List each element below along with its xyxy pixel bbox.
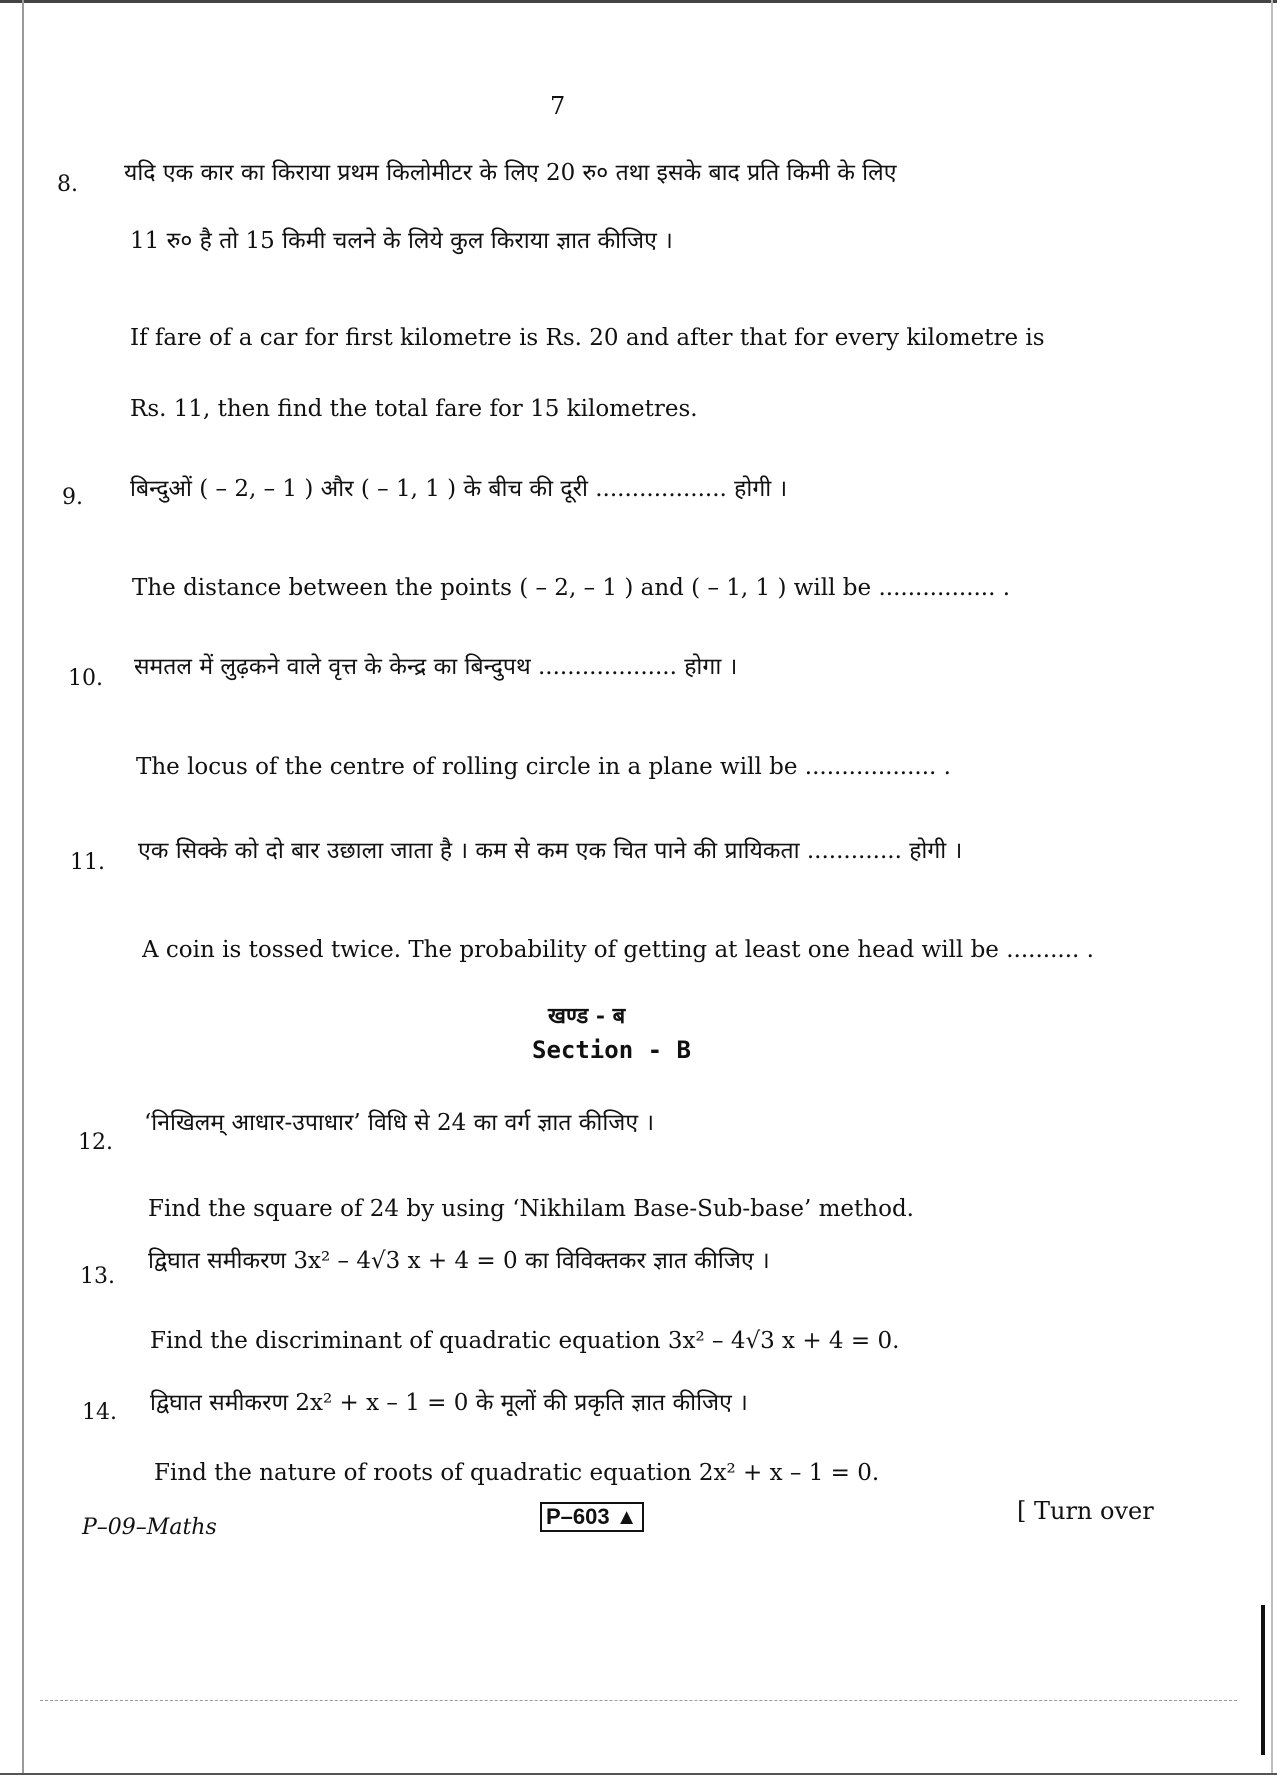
question-hindi: समतल में लुढ़कने वाले वृत्त के केन्द्र का बिन्दुपथ ................... होगा । <box>134 654 738 680</box>
turn-over-note: [ Turn over <box>1017 1497 1154 1525</box>
question-english: If fare of a car for first kilometre is Rs. 20 and after that for every kilometre is <box>130 325 1045 351</box>
question-english: Rs. 11, then find the total fare for 15 kilometres. <box>130 396 698 422</box>
question-hindi: द्विघात समीकरण 2x² + x – 1 = 0 के मूलों की प्रकृति ज्ञात कीजिए । <box>150 1390 748 1416</box>
question-english: Find the nature of roots of quadratic equation 2x² + x – 1 = 0. <box>154 1460 880 1486</box>
question-hindi: यदि एक कार का किराया प्रथम किलोमीटर के लिए 20 रु० तथा इसके बाद प्रति किमी के लिए <box>124 160 897 186</box>
corner-mark <box>1261 1605 1265 1755</box>
question-english: Find the discriminant of quadratic equation 3x² – 4√3 x + 4 = 0. <box>150 1328 900 1354</box>
question-number: 13. <box>80 1264 115 1289</box>
question-number: 11. <box>70 850 105 875</box>
question-hindi: बिन्दुओं ( – 2, – 1 ) और ( – 1, 1 ) के बीच की दूरी .................. होगी । <box>130 476 788 502</box>
bottom-dashed-line <box>40 1700 1237 1701</box>
question-hindi: ‘निखिलम् आधार-उपाधार’ विधि से 24 का वर्ग ज्ञात कीजिए । <box>144 1110 655 1136</box>
question-english: Find the square of 24 by using ‘Nikhilam Base-Sub-base’ method. <box>148 1196 914 1222</box>
section-title-hindi: खण्ड - ब <box>548 1003 626 1029</box>
paper-code-box: P–603 ▲ <box>540 1502 644 1532</box>
question-english: A coin is tossed twice. The probability of getting at least one head will be .......... . <box>142 937 1094 963</box>
question-english: The locus of the centre of rolling circle in a plane will be .................. . <box>136 754 951 780</box>
question-number: 8. <box>57 172 78 197</box>
question-hindi: 11 रु० है तो 15 किमी चलने के लिये कुल किराया ज्ञात कीजिए । <box>130 228 673 254</box>
question-english: The distance between the points ( – 2, – 1 ) and ( – 1, 1 ) will be ................ . <box>132 575 1011 601</box>
page-number: 7 <box>550 92 566 120</box>
question-hindi: एक सिक्के को दो बार उछाला जाता है । कम से कम एक चित पाने की प्रायिकता ............. होगी । <box>138 838 963 864</box>
question-number: 12. <box>78 1130 113 1155</box>
left-margin-line <box>22 0 24 1775</box>
question-number: 9. <box>62 485 83 510</box>
question-number: 14. <box>82 1400 117 1425</box>
right-margin-line <box>1271 0 1273 1775</box>
section-title: Section - B <box>532 1036 691 1064</box>
paper-subject-code: P–09–Maths <box>82 1515 217 1540</box>
top-edge <box>0 0 1277 3</box>
question-hindi: द्विघात समीकरण 3x² – 4√3 x + 4 = 0 का विविक्तकर ज्ञात कीजिए । <box>148 1248 770 1274</box>
question-number: 10. <box>68 666 103 691</box>
